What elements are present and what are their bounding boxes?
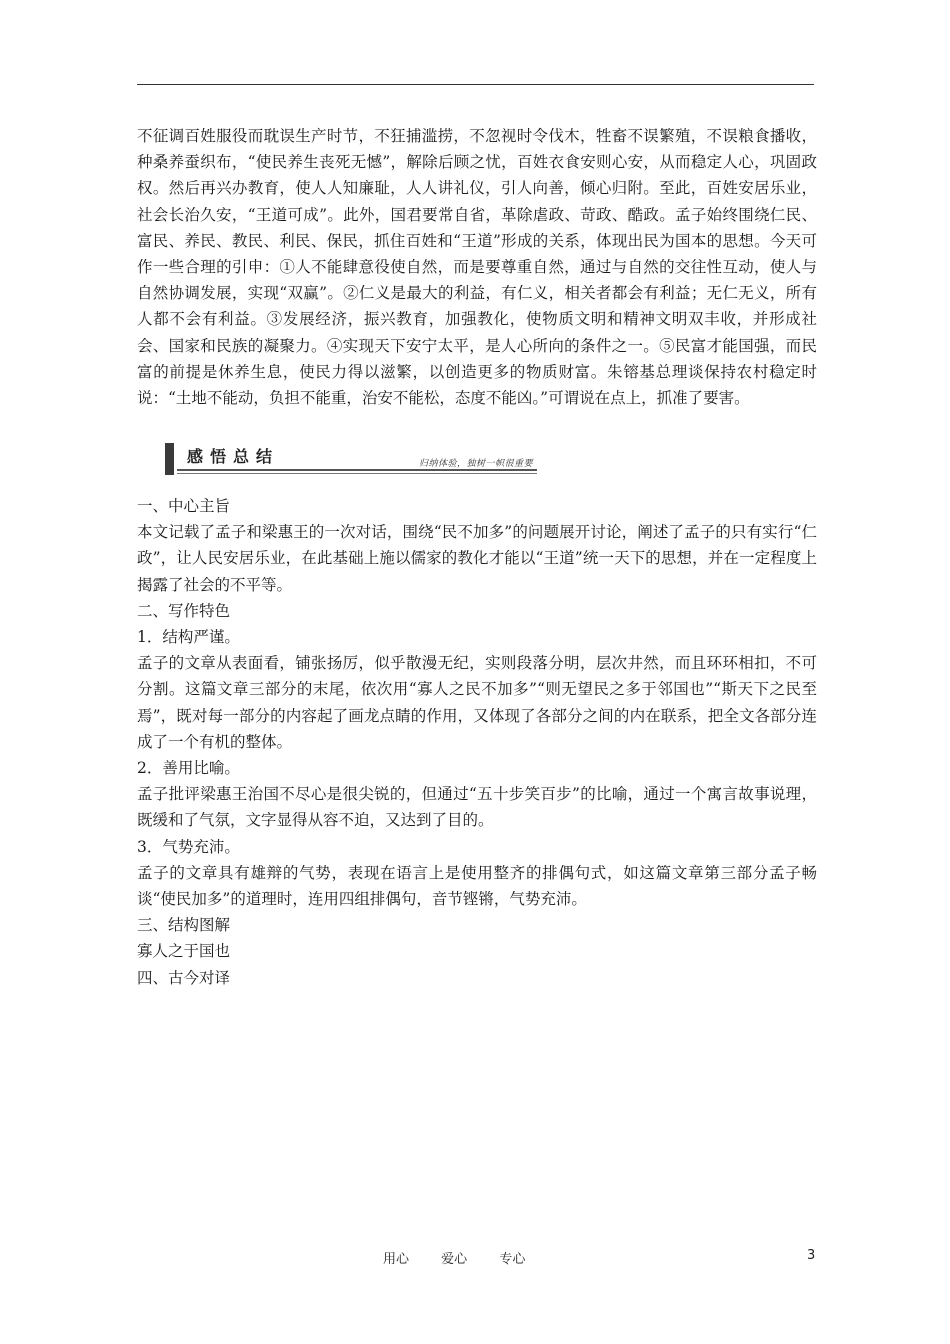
banner-subtitle: 归纳体验，独树一帜很重要 — [418, 459, 533, 469]
banner-bar — [165, 443, 174, 475]
structure-diagram-text: 寡人之于国也 — [137, 942, 231, 961]
section-banner — [165, 441, 537, 475]
central-theme-text: 本文记载了孟子和梁惠王的一次对话，围绕“民不加多”的问题展开讨论，阐述了孟子的只有实行“仁政”，让人民安居乐业，在此基础上施以儒家的教化才能以“王道”统一天下的思想，并在一定程度上揭露了社会的不平等。 — [137, 523, 817, 594]
heading-writing-features: 二、写作特色 — [137, 601, 231, 620]
heading-structure-diagram: 三、结构图解 — [137, 916, 231, 935]
footer-word-2: 爱心 — [441, 1252, 468, 1267]
feature-1-text: 孟子的文章从表面看，铺张扬厉，似乎散漫无纪，实则段落分明，层次井然，而且环环相扣，不可分割。这篇文章三部分的末尾，依次用“寡人之民不加多”“则无望民之多于邻国也”“斯天下之民至焉”，既对每一部分的内容起了画龙点睛的作用，又体现了各部分之间的内在联系，把全文各部分连成了一个有机的整体。 — [137, 654, 817, 751]
banner-underline — [177, 469, 537, 471]
feature-3-heading: 3．气势充沛。 — [137, 837, 240, 856]
feature-3-text: 孟子的文章具有雄辩的气势，表现在语言上是使用整齐的排偶句式，如这篇文章第三部分孟子畅谈“使民加多”的道理时，连用四组排偶句，音节铿锵，气势充沛。 — [137, 863, 817, 909]
feature-2-heading: 2．善用比喻。 — [137, 759, 240, 778]
page-number: 3 — [807, 1248, 816, 1263]
footer-word-3: 专心 — [499, 1252, 526, 1267]
banner-title: 感悟总结 — [187, 447, 280, 466]
feature-1-heading: 1．结构严谨。 — [137, 628, 240, 647]
summary-body — [137, 493, 817, 991]
feature-2-text: 孟子批评梁惠王治国不尽心是很尖锐的，但通过“五十步笑百步”的比喻，通过一个寓言故事说理，既缓和了气氛，文字显得从容不迫，又达到了目的。 — [137, 785, 817, 830]
footer-motto — [383, 1248, 553, 1267]
header-rule — [137, 84, 814, 85]
heading-central-theme: 一、中心主旨 — [137, 497, 231, 515]
footer-word-1: 用心 — [383, 1252, 410, 1267]
body-paragraph-top: 不征调百姓服役而耽误生产时节，不狂捕滥捞，不忽视时令伐木，牲畜不误繁殖，不误粮食播收，种桑养蚕织布，“使民养生丧死无憾”，解除后顾之忧，百姓衣食安则心安，从而稳定人心，巩固政权。然后再兴办教育，使人人知廉耻，人人讲礼仪，引人向善，倾心归附。至此，百姓安居乐业，社会长治久安，“王道可成”。此外，国君要常自省，革除虐政、苛政、酷政。孟子始终围绕仁民、富民、养民、教民、利民、保民，抓住百姓和“王道”形成的关系，体现出民为国本的思想。今天可作一些合理的引申：①人不能肆意役使自然，而是要尊重自然，通过与自然的交往性互动，使人与自然协调发展，实现“双赢”。②仁义是最大的利益，有仁义，相关者都会有利益；无仁无义，所有人都不会有利益。③发展经济，振兴教育，加强教化，使物质文明和精神文明双丰收，并形成社会、国家和民族的凝聚力。④实现天下安宁太平，是人心所向的条件之一。⑤民富才能国强，而民富的前提是休养生息，使民力得以滋繁，以创造更多的物质财富。朱镕基总理谈保持农村稳定时说：“土地不能动，负担不能重，治安不能松，态度不能凶。”可谓说在点上，抓准了要害。 — [137, 127, 817, 408]
heading-translation: 四、古今对译 — [137, 968, 231, 987]
banner-underline-thin — [177, 473, 537, 474]
